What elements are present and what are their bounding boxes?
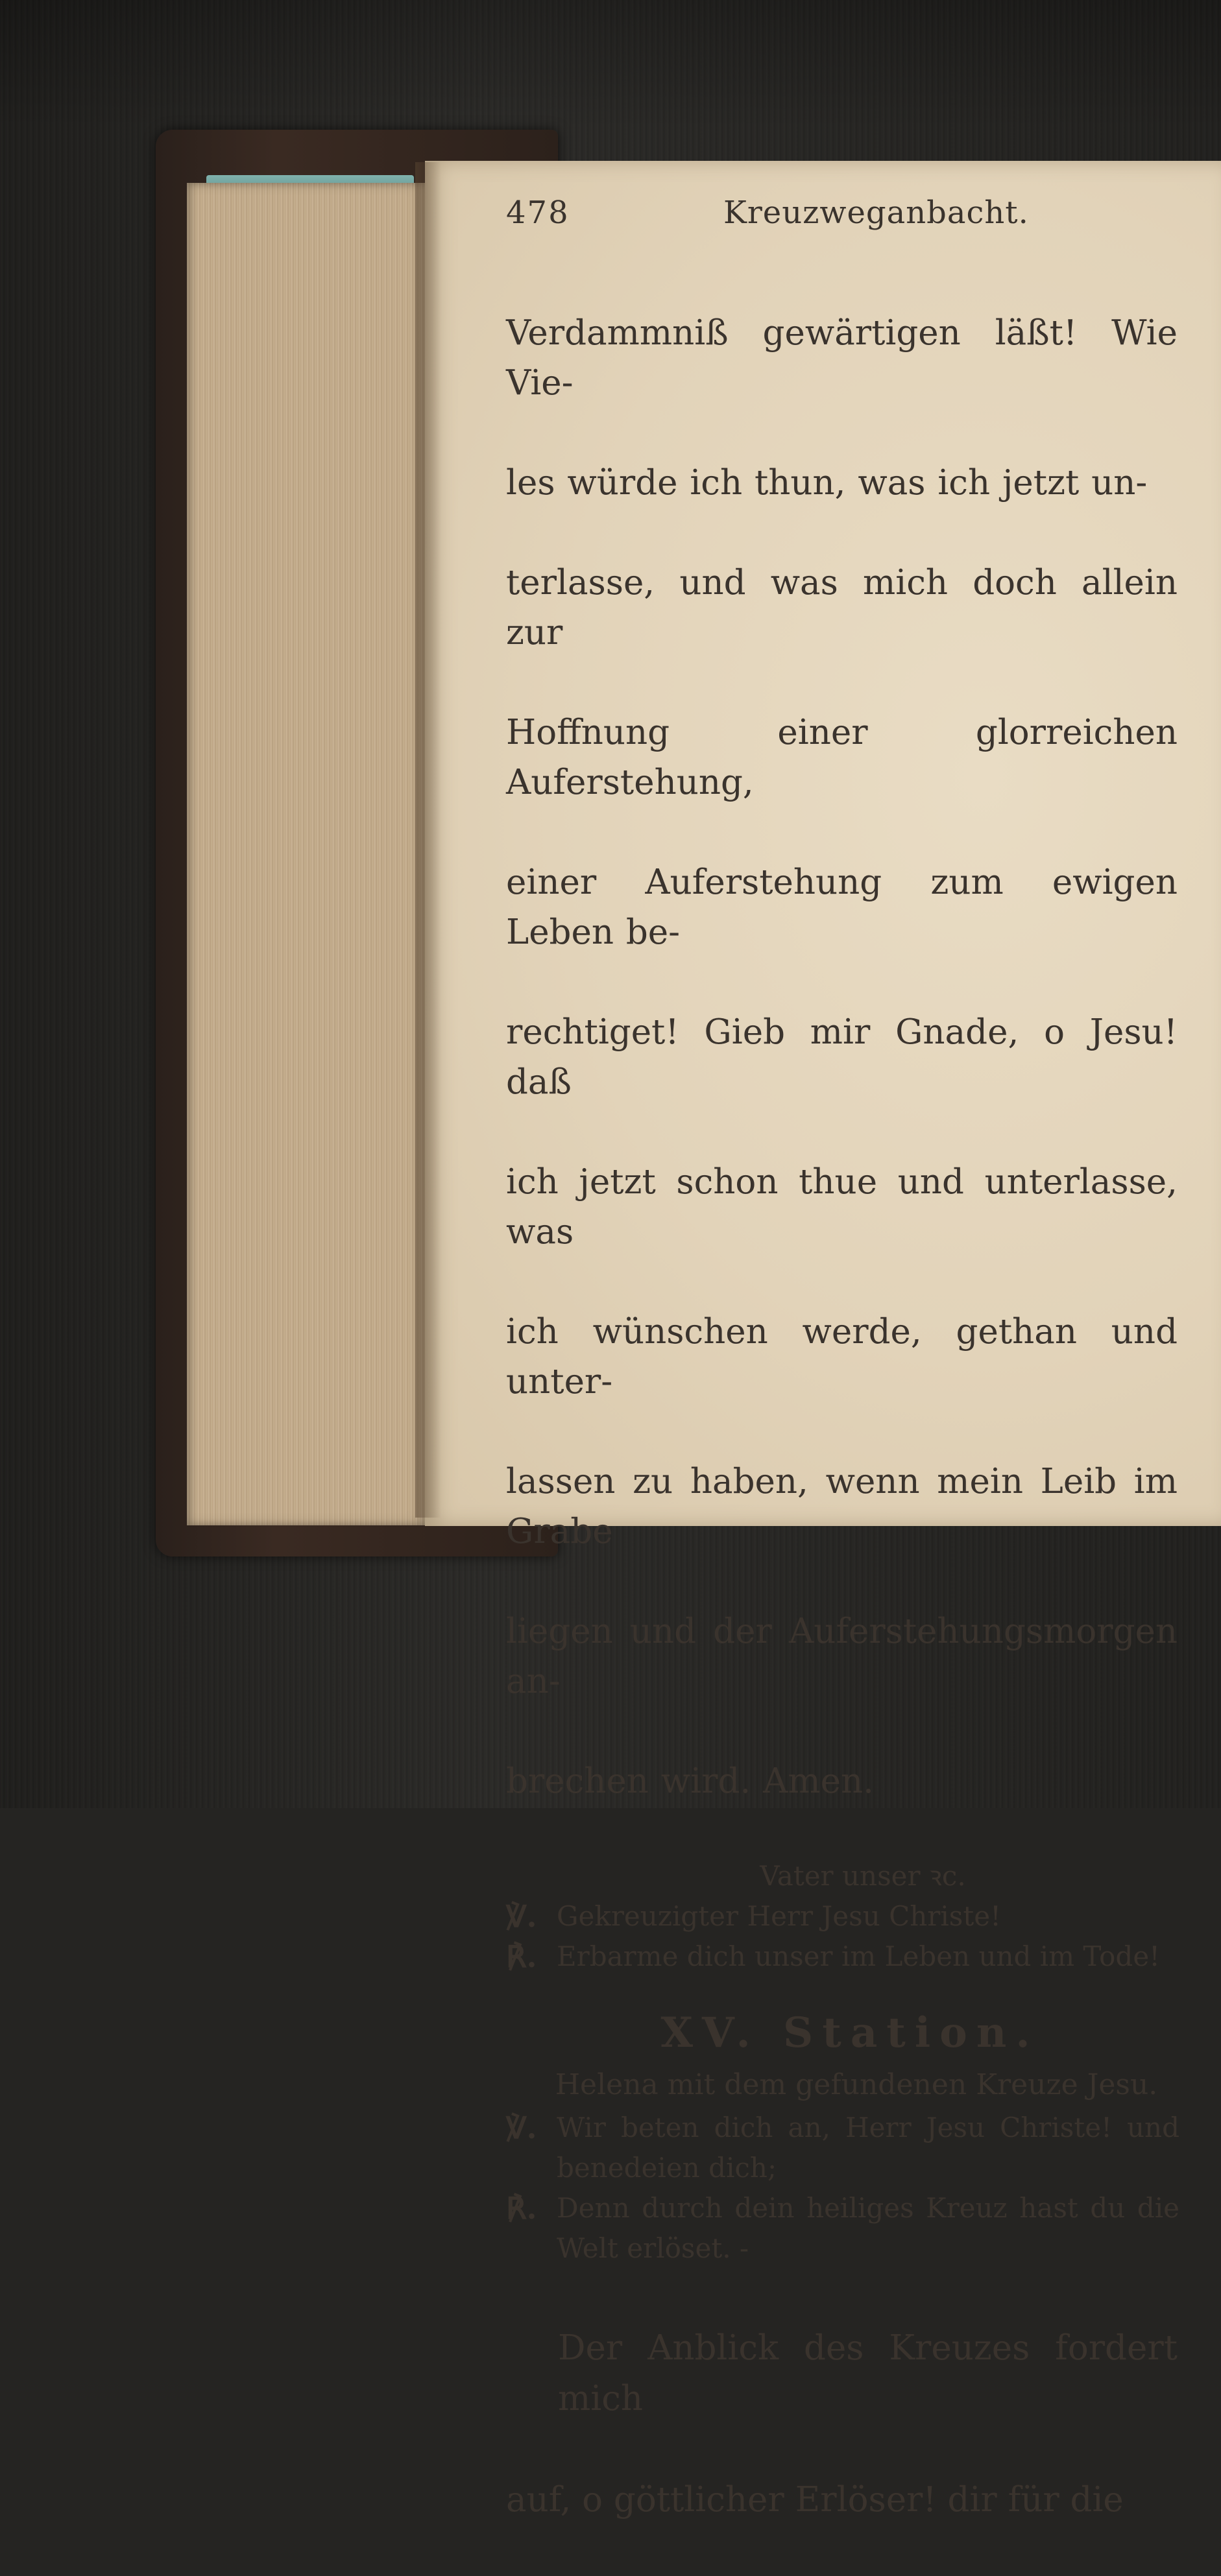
response-mark: ℟. <box>506 1939 537 1974</box>
text-line: Hoffnung einer glorreichen Auferstehung, <box>506 713 1178 802</box>
response-mark: ℟. <box>506 2191 537 2226</box>
response-text: Erbarme dich unser im Leben und im Tode! <box>557 1940 1161 1972</box>
spine-gutter-shadow <box>415 162 441 1518</box>
text-line: brechen wird. Amen. <box>506 1761 874 1801</box>
response-text: Denn durch dein heiliges Kreuz hast du die Welt erlöset. - <box>557 2192 1179 2264</box>
station-subtitle: Helena mit dem gefundenen Kreuze Jesu. <box>555 2068 1158 2101</box>
text-line: Verdammniß gewärtigen läßt! Wie Vie- <box>506 313 1178 403</box>
versicle-mark: ℣. <box>506 2110 537 2145</box>
page-number: 478 <box>506 195 570 231</box>
response-2 <box>506 2188 1179 2269</box>
text-line: terlasse, und was mich doch allein zur <box>506 563 1178 652</box>
paragraph-1 <box>506 258 1178 1856</box>
text-line: Der Anblick des Kreuzes fordert mich <box>558 2328 1178 2418</box>
paragraph-2 <box>506 2272 1178 2576</box>
versicle-mark: ℣. <box>506 1899 537 1934</box>
versicle-text: Wir beten dich an, Herr Jesu Christe! und benedeien dich; <box>557 2112 1179 2184</box>
background-shadow <box>0 0 1221 130</box>
page-text <box>506 195 1181 2576</box>
versicle-2 <box>506 2108 1179 2188</box>
text-line: ich jetzt schon thue und unterlasse, was <box>506 1162 1178 1252</box>
pater-noster-line: Vater unser ꝛc. <box>760 1860 966 1892</box>
station-heading: XV. Station. <box>660 2009 1039 2057</box>
running-title: Kreuzweganbacht. <box>723 195 1029 231</box>
spacer <box>506 1977 1181 2004</box>
text-line: les würde ich thun, was ich jetzt un- <box>506 463 1148 503</box>
text-line: lassen zu haben, wenn mein Leib im Grabe <box>506 1462 1178 1551</box>
text-line: rechtiget! Gieb mir Gnade, o Jesu! daß <box>506 1012 1178 1102</box>
text-line: ich wünschen werde, gethan und unter- <box>506 1312 1178 1401</box>
versicle-text: Gekreuzigter Herr Jesu Christe! <box>557 1900 1001 1932</box>
text-line: auf, o göttlicher Erlöser! dir für die <box>506 2480 1124 2520</box>
response-1 <box>506 1937 1179 1977</box>
page-header <box>506 195 1181 246</box>
versicle-1 <box>506 1896 1179 1937</box>
page-block-edges <box>187 183 427 1525</box>
text-line: liegen und der Auferstehungsmorgen an- <box>506 1612 1178 1701</box>
text-line: einer Auferstehung zum ewigen Leben be- <box>506 863 1178 952</box>
